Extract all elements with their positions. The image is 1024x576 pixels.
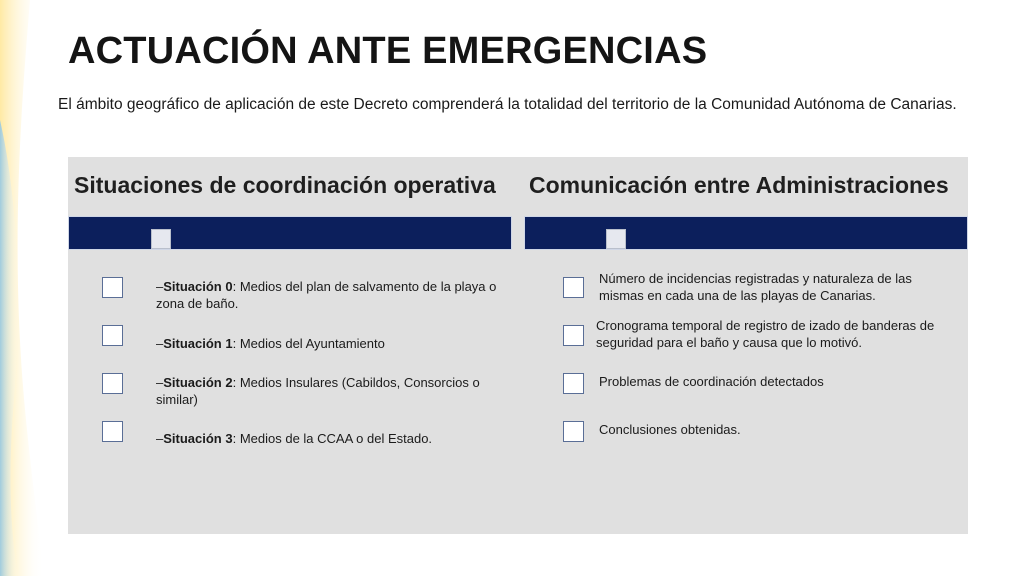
page-title: ACTUACIÓN ANTE EMERGENCIAS: [68, 30, 708, 72]
list-item: –Situación 1: Medios del Ayuntamiento: [156, 336, 385, 351]
right-column-heading: Comunicación entre Administraciones: [529, 172, 949, 198]
checkbox-incidencias[interactable]: [563, 277, 584, 298]
list-item: Problemas de coordinación detectados: [599, 374, 824, 389]
checkbox-situacion-3[interactable]: [102, 421, 123, 442]
checkbox-conclusiones[interactable]: [563, 421, 584, 442]
right-header-bar: [524, 216, 968, 250]
list-item: –Situación 3: Medios de la CCAA o del Estado.: [156, 431, 433, 446]
left-bar-square: [151, 229, 171, 249]
list-item: –Situación 2: Medios Insulares (Cabildos, Consorcios o similar): [156, 375, 480, 407]
checkbox-situacion-0[interactable]: [102, 277, 123, 298]
checkbox-cronograma[interactable]: [563, 325, 584, 346]
list-item: Número de incidencias registradas y naturaleza de las mismas en cada una de las playas de Canarias.: [599, 271, 912, 303]
left-header-bar: [68, 216, 512, 250]
list-item: Conclusiones obtenidas.: [599, 422, 741, 437]
intro-paragraph: El ámbito geográfico de aplicación de este Decreto comprenderá la totalidad del territorio de la Comunidad Autónoma de Canarias.: [58, 96, 957, 113]
list-item: –Situación 0: Medios del plan de salvamento de la playa o zona de baño.: [156, 279, 497, 311]
right-bar-square: [606, 229, 626, 249]
checkbox-situacion-2[interactable]: [102, 373, 123, 394]
checkbox-problemas[interactable]: [563, 373, 584, 394]
left-column-heading: Situaciones de coordinación operativa: [74, 172, 496, 198]
decorative-swoosh: [0, 0, 60, 576]
list-item: Cronograma temporal de registro de izado de banderas de seguridad para el baño y causa que lo motivó.: [596, 318, 935, 350]
checkbox-situacion-1[interactable]: [102, 325, 123, 346]
